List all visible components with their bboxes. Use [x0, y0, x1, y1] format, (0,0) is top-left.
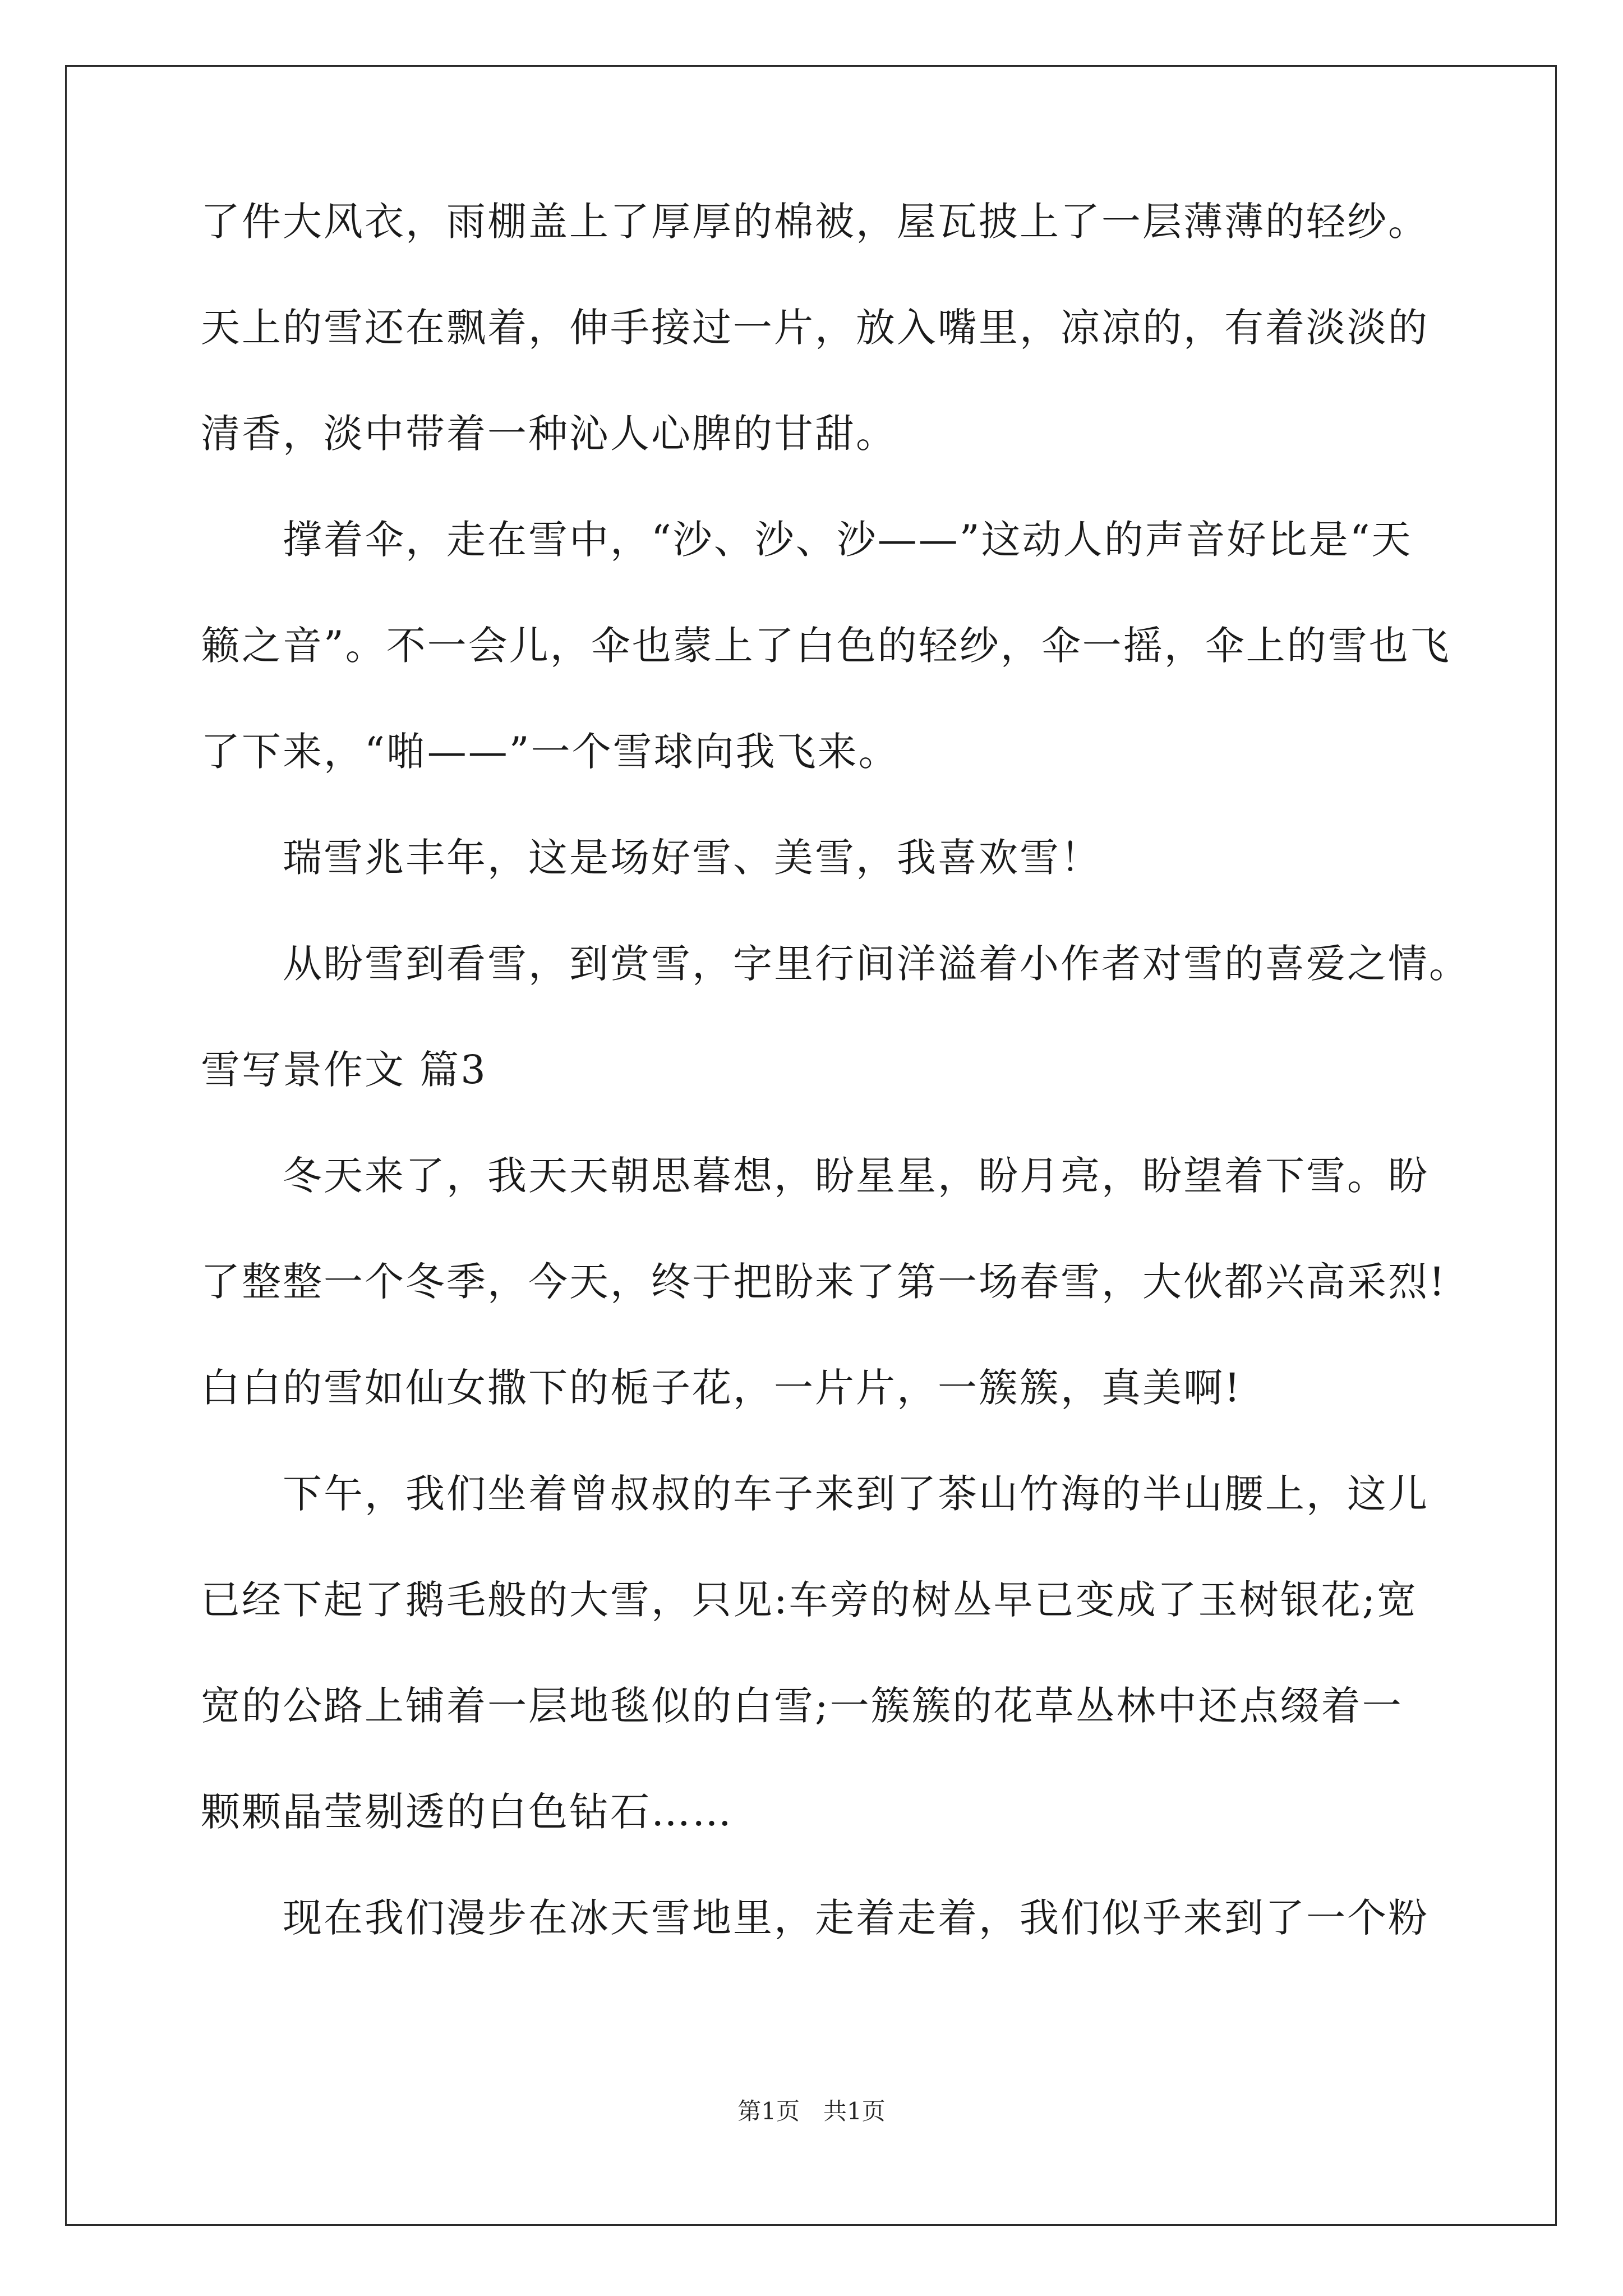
text-line-17: 现在我们漫步在冰天雪地里，走着走着，我们似乎来到了一个粉: [283, 1895, 1429, 1941]
text-line-6: 了下来，“啪——”一个雪球向我飞来。: [201, 729, 900, 775]
text-line-15: 宽的公路上铺着一层地毯似的白雪;一簇簇的花草丛林中还点缀着一: [201, 1683, 1403, 1729]
text-line-1: 了件大风衣，雨棚盖上了厚厚的棉被，屋瓦披上了一层薄薄的轻纱。: [201, 199, 1429, 245]
text-line-16: 颗颗晶莹剔透的白色钻石……: [201, 1789, 733, 1835]
section-heading: 雪写景作文 篇3: [201, 1047, 487, 1093]
page-number-footer: 第1页 共1页: [737, 2097, 886, 2125]
text-line-12: 白白的雪如仙女撒下的栀子花，一片片，一簇簇，真美啊!: [201, 1365, 1242, 1411]
text-line-5: 籁之音”。不一会儿，伞也蒙上了白色的轻纱，伞一摇，伞上的雪也飞: [201, 623, 1451, 669]
text-line-2: 天上的雪还在飘着，伸手接过一片，放入嘴里，凉凉的，有着淡淡的: [201, 305, 1429, 351]
text-line-4: 撑着伞，走在雪中，“沙、沙、沙——”这动人的声音好比是“天: [283, 517, 1413, 563]
text-line-3: 清香，淡中带着一种沁人心脾的甘甜。: [201, 411, 897, 457]
text-line-7: 瑞雪兆丰年，这是场好雪、美雪，我喜欢雪！: [283, 835, 1101, 881]
text-line-14: 已经下起了鹅毛般的大雪，只见:车旁的树丛早已变成了玉树银花;宽: [201, 1577, 1418, 1623]
text-line-8: 从盼雪到看雪，到赏雪，字里行间洋溢着小作者对雪的喜爱之情。: [283, 941, 1470, 987]
text-line-11: 了整整一个冬季，今天，终于把盼来了第一场春雪，大伙都兴高采烈!: [201, 1259, 1447, 1305]
text-line-10: 冬天来了，我天天朝思暮想，盼星星，盼月亮，盼望着下雪。盼: [283, 1153, 1429, 1199]
text-line-13: 下午，我们坐着曾叔叔的车子来到了茶山竹海的半山腰上，这儿: [283, 1471, 1429, 1517]
